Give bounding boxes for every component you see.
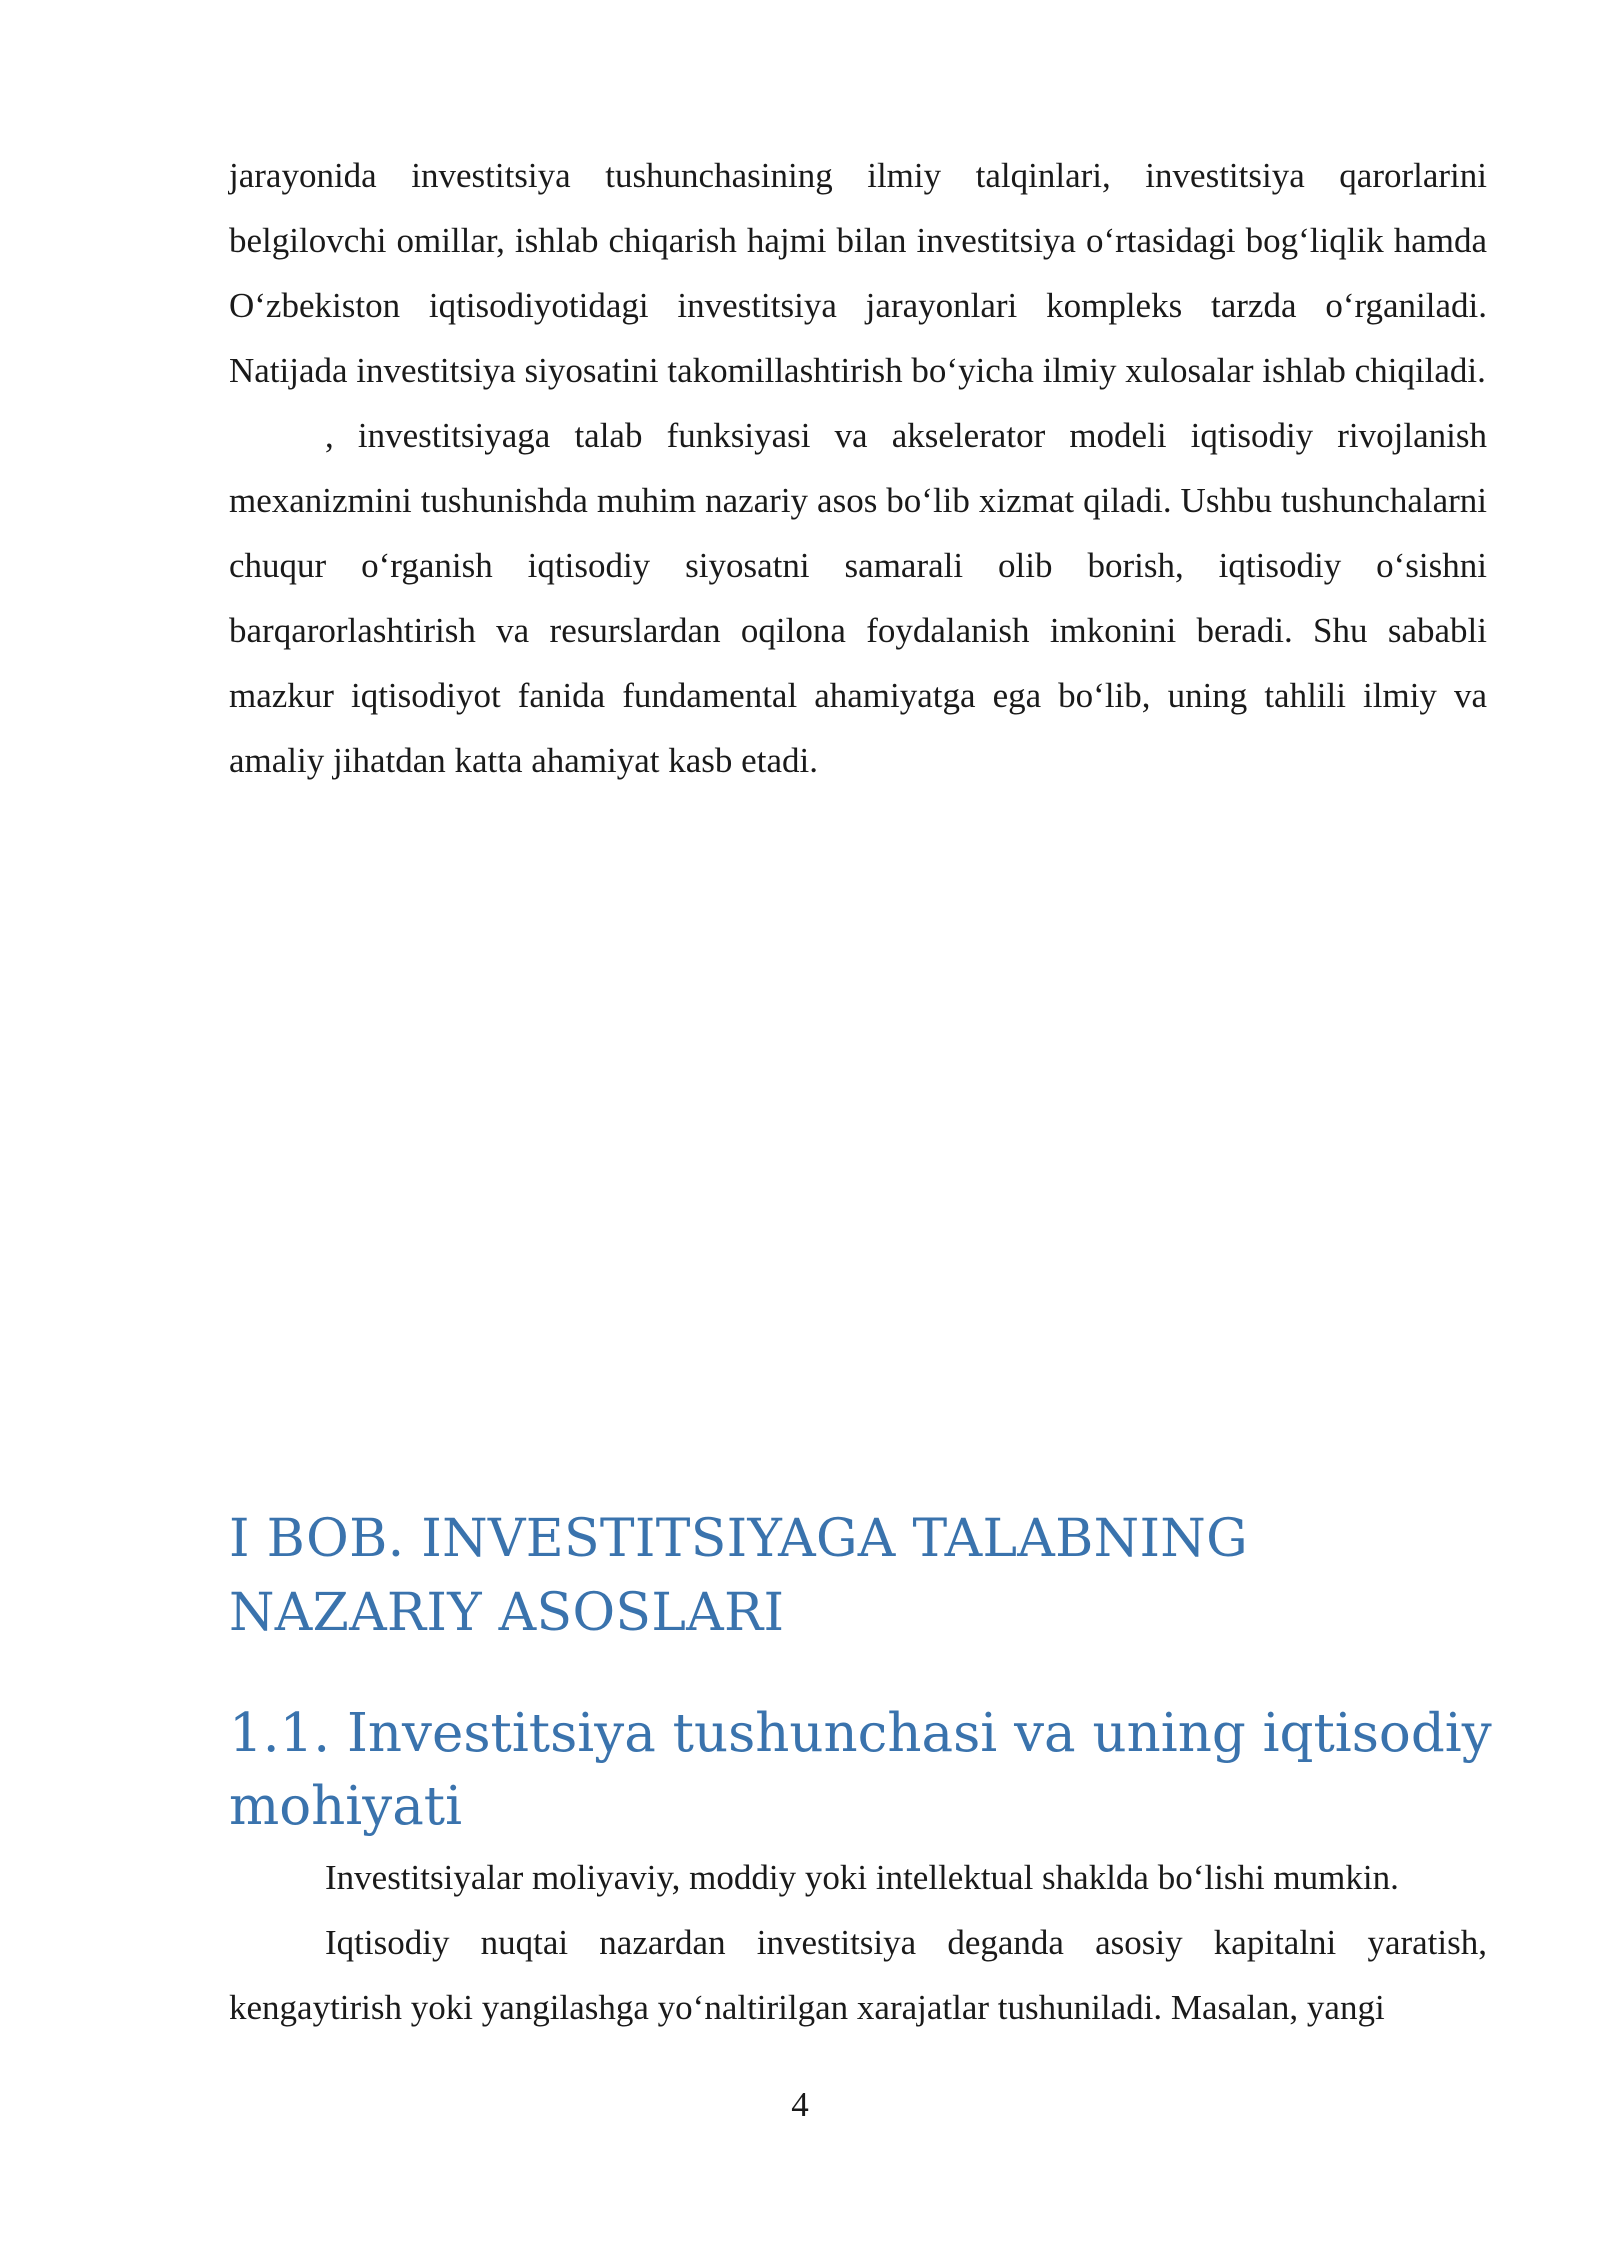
section-text-block: [229, 1845, 1487, 2040]
page-number: 4: [791, 2085, 809, 2124]
section-paragraph-1: Investitsiyalar moliyaviy, moddiy yoki intellektual shaklda bo‘lishi mumkin.: [325, 1858, 1399, 1897]
section-heading: 1.1. Investitsiya tushunchasi va uning iqtisodiy mohiyati: [229, 1703, 1492, 1837]
intro-paragraph-1: jarayonida investitsiya tushunchasining ilmiy talqinlari, investitsiya qarorlarini belgilovchi omillar, ishlab chiqarish hajmi bilan investitsiya o‘rtasidagi bog‘liqlik hamda O‘zbekiston iqtisodiyotidagi investitsiya jarayonlari kompleks tarzda o‘rganiladi. Natijada investitsiya siyosatini takomillashtirish bo‘yicha ilmiy xulosalar ishlab chiqiladi.: [229, 156, 1487, 390]
intro-paragraph-2: , investitsiyaga talab funksiyasi va akselerator modeli iqtisodiy rivojlanish mexanizmini tushunishda muhim nazariy asos bo‘lib xizmat qiladi. Ushbu tushunchalarni chuqur o‘rganish iqtisodiy siyosatni samarali olib borish, iqtisodiy o‘sishni barqarorlashtirish va resurslardan oqilona foydalanish imkonini beradi. Shu sababli mazkur iqtisodiyot fanida fundamental ahamiyatga ega bo‘lib, uning tahlili ilmiy va amaliy jihatdan katta ahamiyat kasb etadi.: [229, 416, 1487, 780]
chapter-heading: I BOB. INVESTITSIYAGA TALABNING NAZARIY ASOSLARI: [229, 1509, 1248, 1643]
section-paragraph-2: Iqtisodiy nuqtai nazardan investitsiya deganda asosiy kapitalni yaratish, kengaytirish yoki yangilashga yo‘naltirilgan xarajatlar tushuniladi. Masalan, yangi: [229, 1923, 1487, 2027]
intro-text-block: [229, 143, 1487, 793]
